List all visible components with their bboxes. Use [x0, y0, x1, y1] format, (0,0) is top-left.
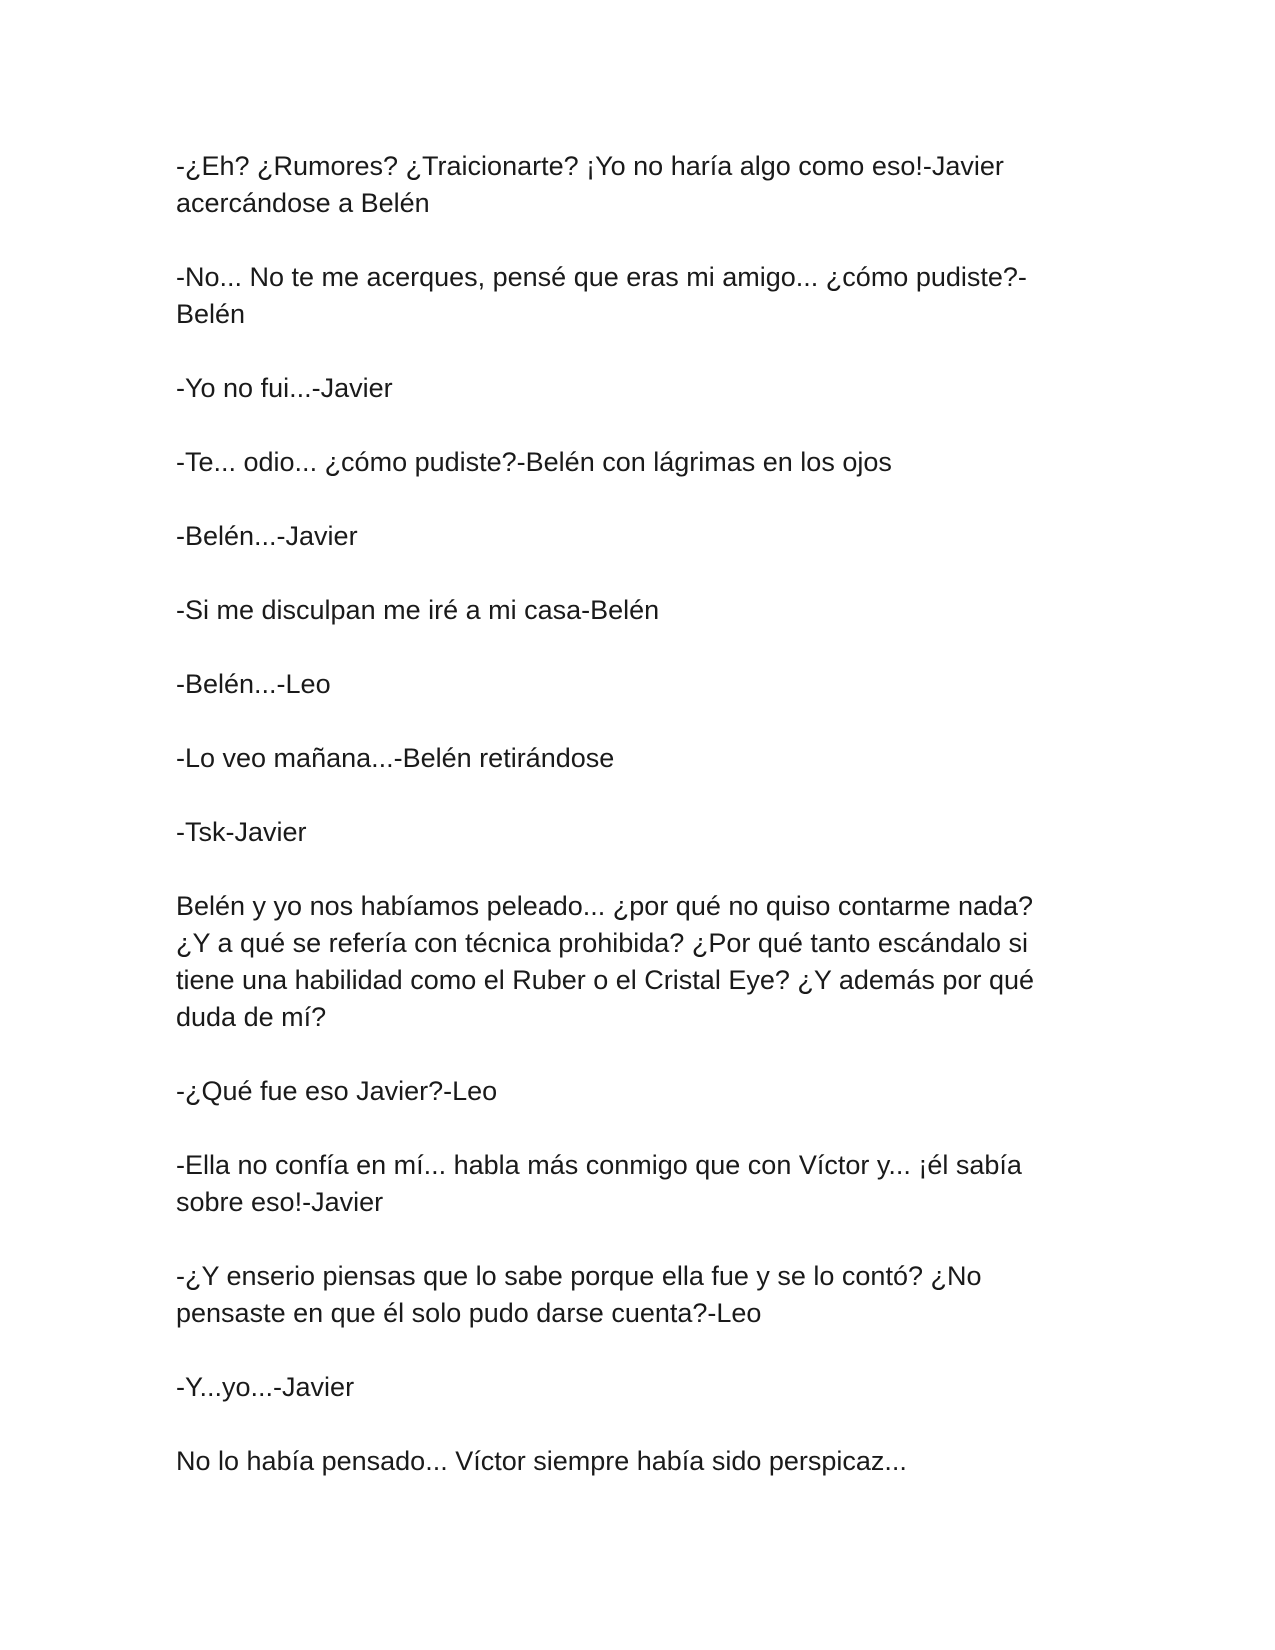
document-body: [176, 148, 1096, 1517]
paragraph: -No... No te me acerques, pensé que eras mi amigo... ¿cómo pudiste?- Belén: [176, 262, 1027, 329]
paragraph: -Te... odio... ¿cómo pudiste?-Belén con lágrimas en los ojos: [176, 447, 892, 477]
paragraph: -Belén...-Leo: [176, 669, 331, 699]
paragraph: -Y...yo...-Javier: [176, 1372, 355, 1402]
paragraph: -Ella no confía en mí... habla más conmigo que con Víctor y... ¡él sabía sobre eso!-Javier: [176, 1150, 1022, 1217]
paragraph: -Belén...-Javier: [176, 521, 358, 551]
paragraph: -¿Eh? ¿Rumores? ¿Traicionarte? ¡Yo no haría algo como eso!-Javier acercándose a Belén: [176, 151, 1004, 218]
paragraph: No lo había pensado... Víctor siempre había sido perspicaz...: [176, 1446, 907, 1476]
paragraph: -Tsk-Javier: [176, 817, 307, 847]
paragraph: -Lo veo mañana...-Belén retirándose: [176, 743, 615, 773]
paragraph: Belén y yo nos habíamos peleado... ¿por qué no quiso contarme nada? ¿Y a qué se refería con técnica prohibida? ¿Por qué tanto escándalo si tiene una habilidad como el Ruber o el Cristal Eye? ¿Y además por qué duda de mí?: [176, 891, 1035, 1032]
paragraph: -¿Qué fue eso Javier?-Leo: [176, 1076, 498, 1106]
paragraph: -¿Y enserio piensas que lo sabe porque ella fue y se lo contó? ¿No pensaste en que él solo pudo darse cuenta?-Leo: [176, 1261, 982, 1328]
paragraph: -Si me disculpan me iré a mi casa-Belén: [176, 595, 660, 625]
paragraph: -Yo no fui...-Javier: [176, 373, 393, 403]
